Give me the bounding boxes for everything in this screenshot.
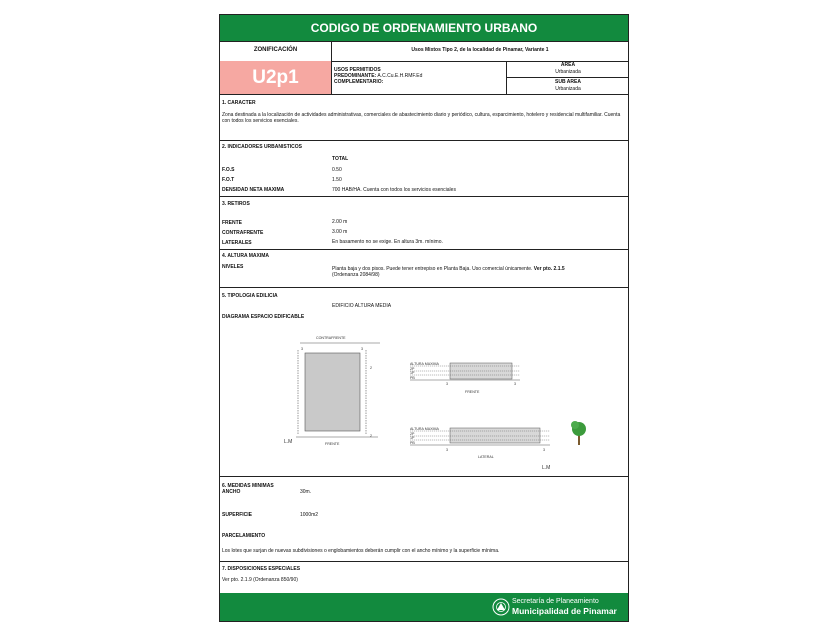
diagram-lm-lateral: L.M [542,465,551,471]
municipal-seal-icon [492,598,510,616]
frente-mark-3a: 3 [446,382,448,386]
fot-label: F.O.T [222,177,235,183]
tree-icon [571,421,586,445]
niveles-label: NIVELES [222,264,244,270]
parcelamiento-label: PARCELAMIENTO [222,533,266,539]
lateral-1p: 1P [410,436,415,440]
densidad-label: DENSIDAD NETA MAXIMA [222,187,285,193]
plan-buildable-area [305,353,360,431]
diagrama-label: DIAGRAMA ESPACIO EDIFICABLE [222,314,305,319]
altura-text: Planta baja y dos pisos. Puede tener entrepiso en Planta Baja. Uso comercial únicamente. [332,266,533,272]
frente-label: FRENTE [222,220,242,226]
diagram-mark-3a: 3 [301,347,303,351]
lateral-pb: PB [410,441,415,445]
zonificacion-value: Usos Mixtos Tipo 2, de la localidad de Pinamar, Variante 1 [411,47,549,53]
retiros-title: 3. RETIROS [222,201,250,207]
area-label: AREA [560,62,576,68]
diagram-mark-2b: 2 [370,434,372,438]
total-label: TOTAL [332,156,349,162]
superficie-label: SUPERFICIE [222,512,253,518]
frente-2p: 2P [410,367,415,371]
indicadores-title: 2. INDICADORES URBANISTICOS [222,144,303,150]
diagram-mark-2a: 2 [370,366,372,370]
contrafrente-label: CONTRAFRENTE [222,230,264,236]
laterales-label: LATERALES [222,240,252,246]
medidas-title: 6. MEDIDAS MINIMAS [222,483,274,489]
area-value: Urbanizada [555,69,581,75]
caracter-text: Zona destinada a la localización de actividades administrativas, comerciales de abastecimiento diario y periódico, cultura, esparcimiento, hotelero y residencial multifamiliar. Cuenta con todos los servicios esenciales. [222,112,621,124]
contrafrente-value: 3.00 m [332,229,348,235]
ancho-value: 30m. [300,489,312,495]
altura-title: 4. ALTURA MAXIMA [222,253,270,259]
laterales-value: En basamento no se exige. En altura 3m. mínimo. [332,239,443,245]
zone-code: U2p1 [220,61,331,94]
zoning-sheet [219,14,629,622]
lateral-label: LATERAL [478,455,494,459]
subarea-label: SUB AREA [555,79,581,85]
tipologia-title: 5. TIPOLOGIA EDILICIA [222,293,278,299]
usos-label: USOS PERMITIDOS [334,67,381,73]
zonificacion-label: ZONIFICACIÓN [253,47,298,53]
densidad-value: 700 HAB/HA. Cuenta con todos los servicios esenciales [332,187,456,193]
frente-mark-3b: 3 [514,382,516,386]
complementario-label: COMPLEMENTARIO: [334,79,384,85]
ancho-label: ANCHO [222,489,241,495]
frente-altura-maxima: ALTURA MAXIMA [410,362,439,366]
lateral-altura-maxima: ALTURA MAXIMA [410,427,439,431]
lateral-mark-3a: 3 [446,448,448,452]
parcelamiento-text: Los lotes que surjan de nuevas subdivisiones o englobamientos deberán cumplir con el ancho mínimo y la superficie mínima. [222,548,500,554]
frente-pb: PB [410,376,415,380]
tipologia-value: EDIFICIO ALTURA MEDIA [332,303,392,309]
footer-bar [220,593,628,621]
predominante-label: PREDOMINANTE: [334,73,377,79]
lateral-mark-3b: 3 [543,448,545,452]
caracter-title: 1. CARACTER [222,100,256,106]
altura-ref: Ver pto. 2.1.5 [533,266,565,272]
footer-municipalidad: Municipalidad de Pinamar [512,606,617,616]
predominante-value: A.C.Cu.E.H.RMF.Ed [377,73,423,79]
disposiciones-text: Ver pto. 2.1.9 (Ordenanza 850/90) [222,577,298,583]
fos-label: F.O.S [222,167,235,173]
superficie-value: 1000m2 [300,512,319,518]
diagram-contrafrente-label: CONTRAFRENTE [316,336,346,340]
diagram-mark-3b: 3 [361,347,363,351]
fot-value: 1.50 [332,177,342,183]
subarea-value: Urbanizada [555,86,581,92]
frente-elev-label: FRENTE [465,390,480,394]
fos-value: 0.50 [332,167,342,173]
diagram-frente-label: FRENTE [325,442,340,446]
document-title: CODIGO DE ORDENAMIENTO URBANO [220,15,628,41]
frente-1p: 1P [410,371,415,375]
disposiciones-title: 7. DISPOSICIONES ESPECIALES [222,566,301,572]
footer-secretaria: Secretaría de Planeamiento [512,598,599,605]
lateral-elevation-block [450,428,540,443]
frente-value: 2.00 m [332,219,348,225]
lateral-2p: 2P [410,432,415,436]
diagram-lm-plan: L.M [284,439,293,445]
altura-ordenanza: (Ordenanza 2084/98) [332,272,380,278]
buildable-space-diagram [260,325,620,475]
